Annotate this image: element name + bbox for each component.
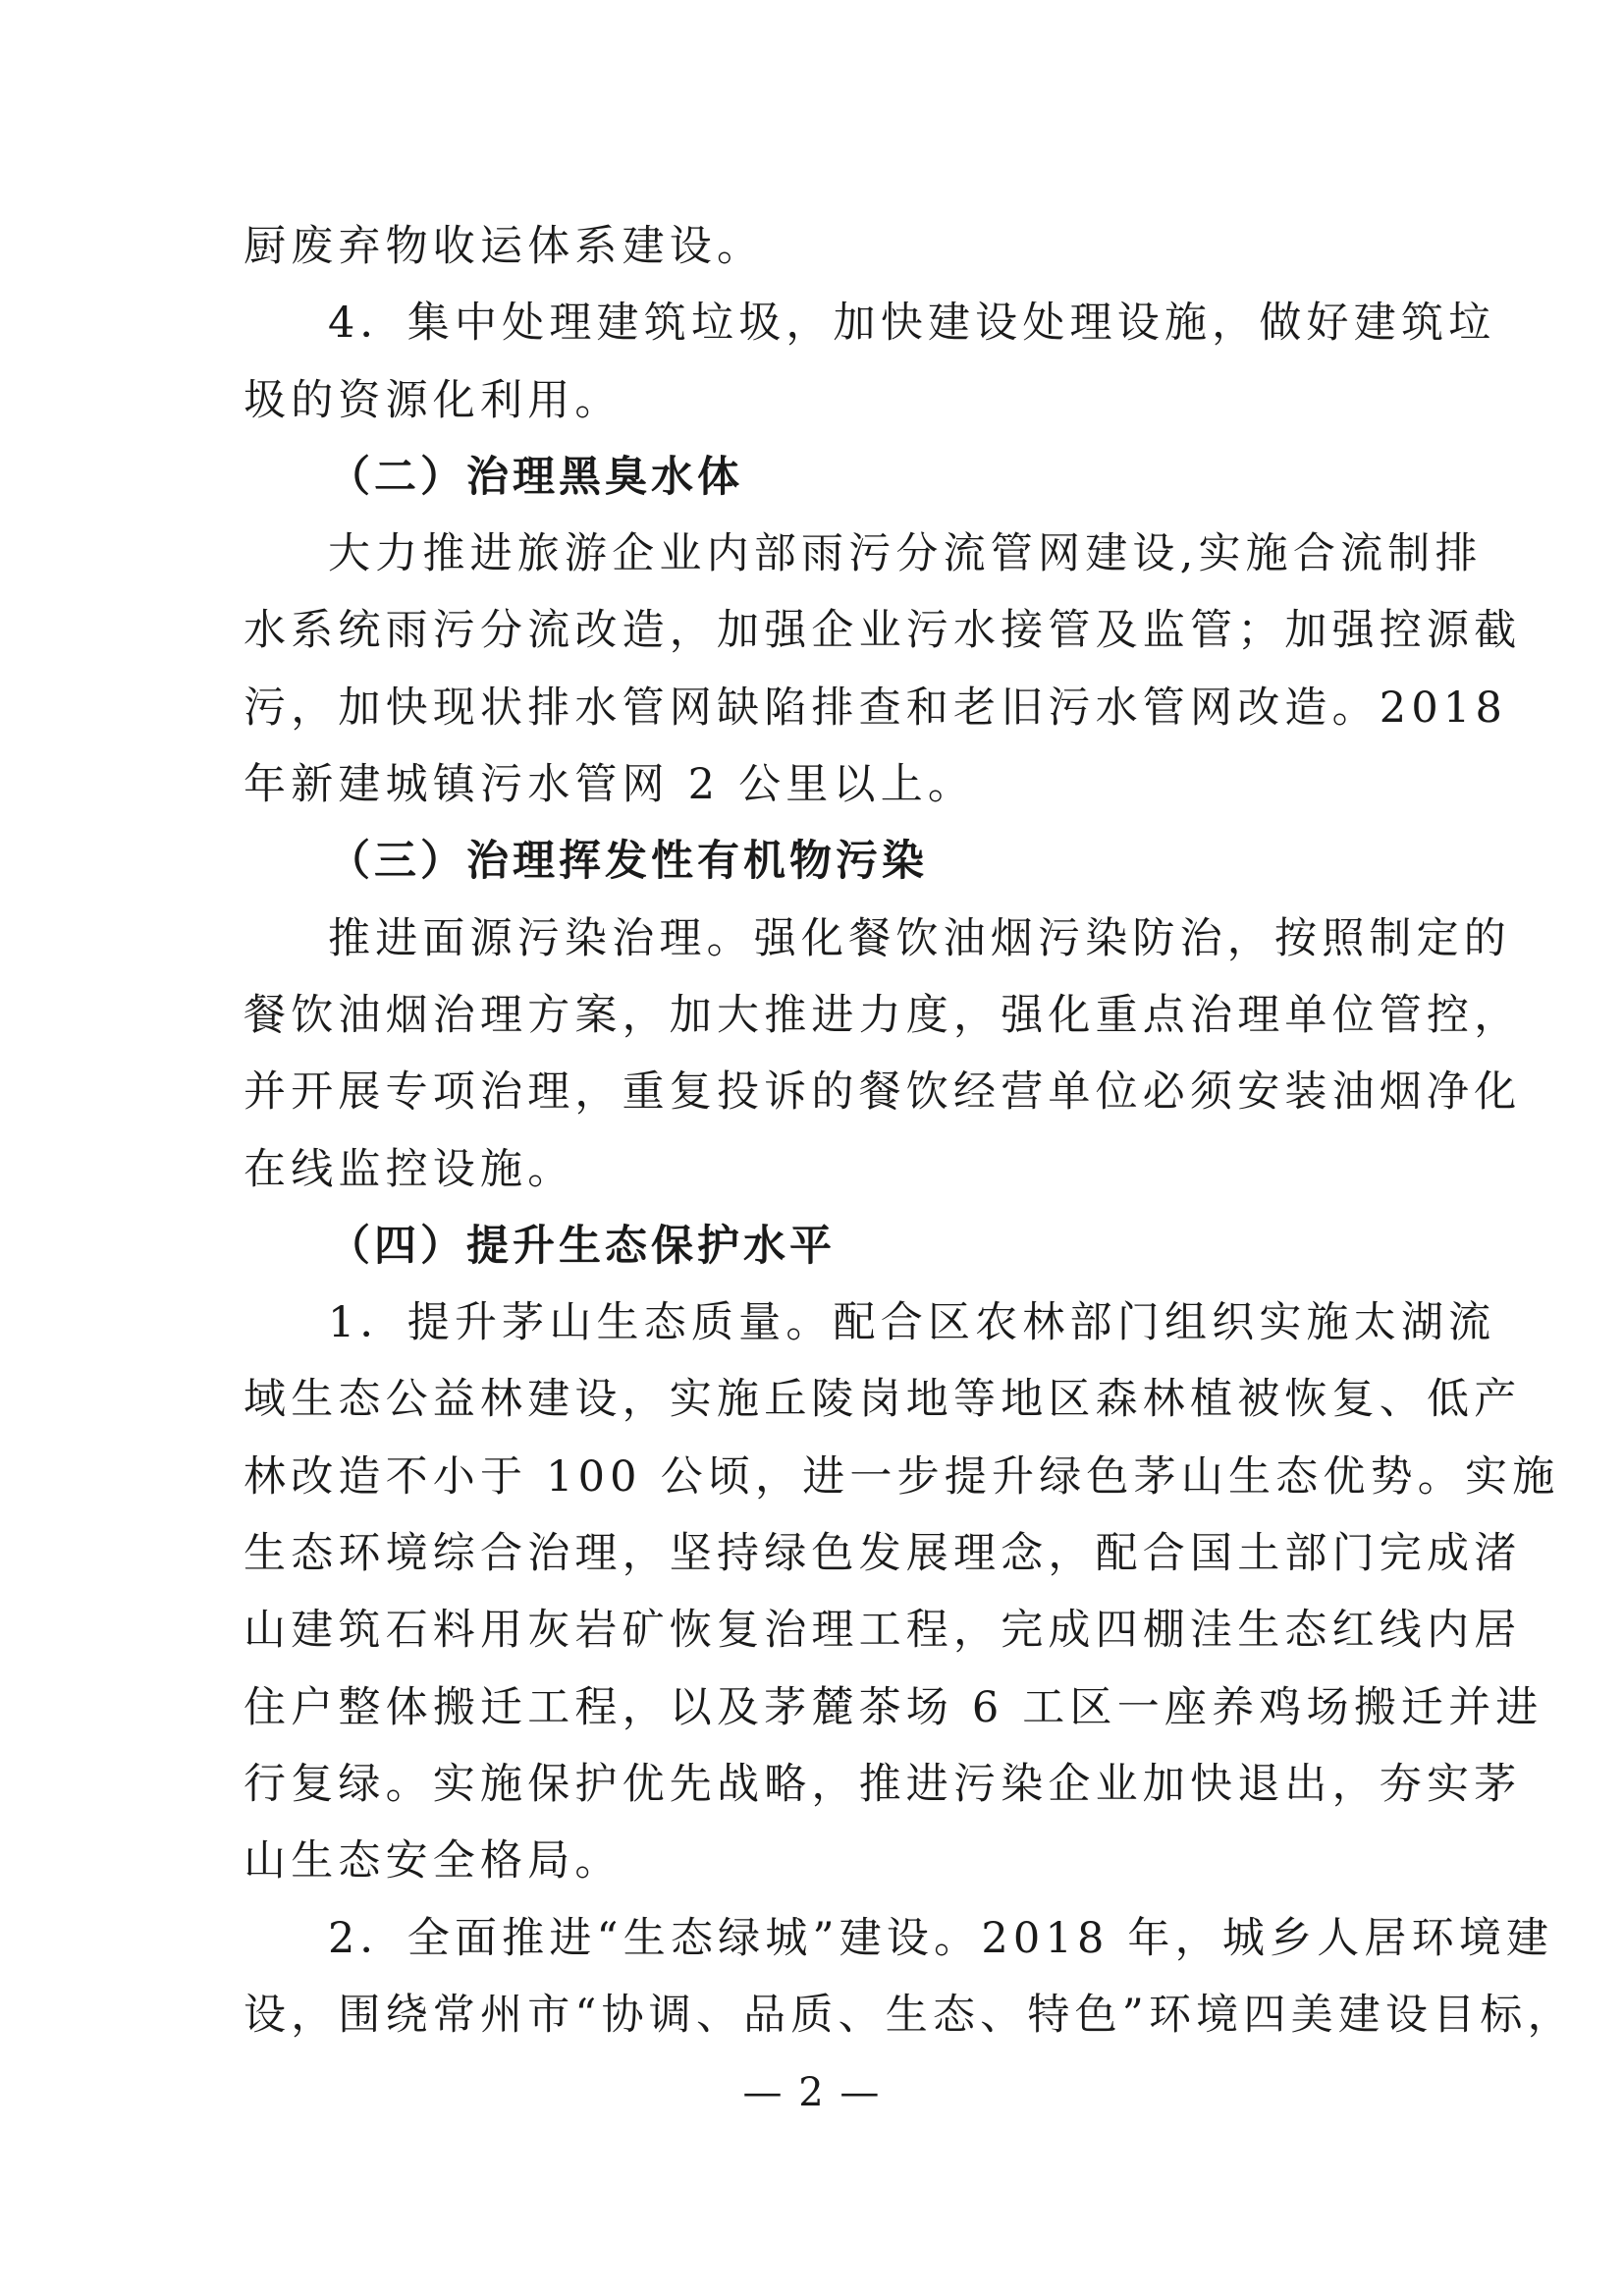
document-body: [244, 208, 1575, 2053]
section-heading: （四）提升生态保护水平: [328, 1221, 836, 1271]
text-line: 圾的资源化利用。: [244, 375, 623, 425]
text-line: 2．全面推进“生态绿城”建设。2018 年，城乡人居环境建: [328, 1913, 1554, 1963]
text-line: 域生态公益林建设，实施丘陵岗地等地区森林植被恢复、低产: [244, 1375, 1522, 1425]
text-line: 大力推进旅游企业内部雨污分流管网建设,实施合流制排: [328, 529, 1483, 579]
text-line: 年新建城镇污水管网 2 公里以上。: [244, 760, 976, 810]
text-line: 4．集中处理建筑垃圾，加快建设处理设施，做好建筑垃: [328, 299, 1496, 349]
text-line: 污，加快现状排水管网缺陷排查和老旧污水管网改造。2018: [244, 683, 1508, 733]
text-line: 厨废弃物收运体系建设。: [244, 222, 765, 271]
text-line: 推进面源污染治理。强化餐饮油烟污染防治，按照制定的: [328, 913, 1511, 963]
text-line: 在线监控设施。: [244, 1144, 575, 1194]
page-number: — 2 —: [742, 2070, 882, 2115]
text-line: 林改造不小于 100 公顷，进一步提升绿色茅山生态优势。实施: [244, 1451, 1560, 1502]
text-line: 山建筑石料用灰岩矿恢复治理工程，完成四棚洼生态红线内居: [244, 1606, 1522, 1656]
text-line: 山生态安全格局。: [244, 1836, 623, 1886]
text-line: 水系统雨污分流改造，加强企业污水接管及监管；加强控源截: [244, 606, 1522, 656]
section-heading: （三）治理挥发性有机物污染: [328, 837, 928, 887]
text-line: 行复绿。实施保护优先战略，推进污染企业加快退出，夯实茅: [244, 1759, 1522, 1809]
text-line: 住户整体搬迁工程，以及茅麓茶场 6 工区一座养鸡场搬迁并进: [244, 1682, 1543, 1732]
section-heading: （二）治理黑臭水体: [328, 452, 743, 502]
text-line: 1．提升茅山生态质量。配合区农林部门组织实施太湖流: [328, 1298, 1496, 1348]
text-line: 生态环境综合治理，坚持绿色发展理念，配合国土部门完成渚: [244, 1529, 1522, 1579]
text-line: 设，围绕常州市“协调、品质、生态、特色”环境四美建设目标，: [244, 1990, 1575, 2040]
text-line: 餐饮油烟治理方案，加大推进力度，强化重点治理单位管控，: [244, 990, 1522, 1040]
text-line: 并开展专项治理，重复投诉的餐饮经营单位必须安装油烟净化: [244, 1067, 1522, 1118]
